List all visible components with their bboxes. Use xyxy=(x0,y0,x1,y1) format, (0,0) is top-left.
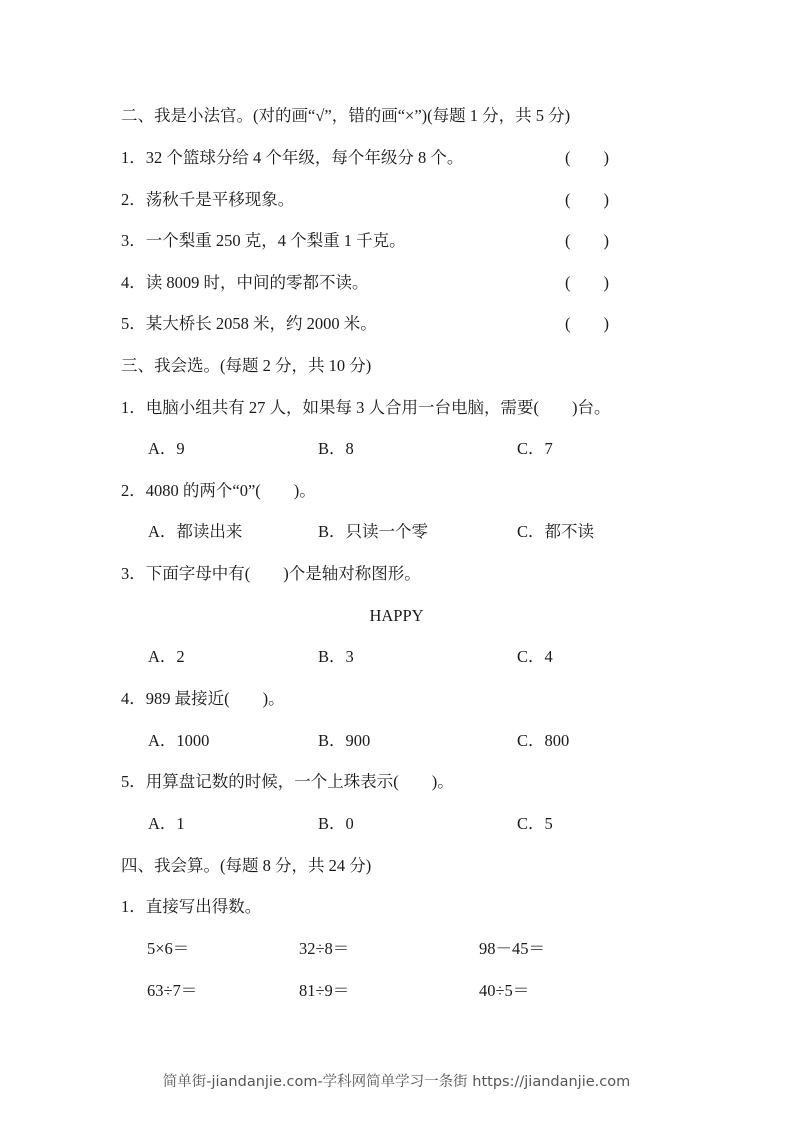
calc-problem: 98－45＝ xyxy=(479,939,545,958)
section-4-heading: 四、我会算。(每题 8 分，共 24 分) xyxy=(121,856,372,875)
choice-question-2: 2．4080 的两个“0”( )。 xyxy=(121,481,316,500)
calc-problem: 63÷7＝ xyxy=(147,981,198,1000)
q5-option-c[interactable]: C．5 xyxy=(517,814,553,833)
q2-option-b[interactable]: B．只读一个零 xyxy=(318,522,429,541)
calc-problem: 40÷5＝ xyxy=(479,981,530,1000)
judge-question-2: 2．荡秋千是平移现象。 xyxy=(121,190,295,209)
q5-option-a[interactable]: A．1 xyxy=(148,814,185,833)
choice-question-1: 1．电脑小组共有 27 人，如果每 3 人合用一台电脑，需要( )台。 xyxy=(121,398,611,417)
choice-question-3: 3．下面字母中有( )个是轴对称图形。 xyxy=(121,564,421,583)
answer-box-4[interactable]: ( ) xyxy=(565,273,609,292)
judge-question-3: 3．一个梨重 250 克，4 个梨重 1 千克。 xyxy=(121,231,406,250)
q4-option-c[interactable]: C．800 xyxy=(517,731,570,750)
calc-problem: 81÷9＝ xyxy=(299,981,350,1000)
q4-option-b[interactable]: B．900 xyxy=(318,731,371,750)
answer-box-3[interactable]: ( ) xyxy=(565,231,609,250)
section-3-heading: 三、我会选。(每题 2 分，共 10 分) xyxy=(121,356,372,375)
choice-question-5: 5．用算盘记数的时候，一个上珠表示( )。 xyxy=(121,772,454,791)
calc-problem: 32÷8＝ xyxy=(299,939,350,958)
section-2-heading: 二、我是小法官。(对的画“√”，错的画“×”)(每题 1 分，共 5 分) xyxy=(121,106,571,125)
footer-watermark: 简单街-jiandanjie.com-学科网简单学习一条街 https://jiandanjie.com xyxy=(162,1074,631,1090)
q2-option-a[interactable]: A．都读出来 xyxy=(148,522,243,541)
q1-option-a[interactable]: A．9 xyxy=(148,439,185,458)
answer-box-5[interactable]: ( ) xyxy=(565,314,609,333)
q5-option-b[interactable]: B．0 xyxy=(318,814,354,833)
happy-letters-figure: HAPPY xyxy=(369,606,424,625)
q1-option-b[interactable]: B．8 xyxy=(318,439,354,458)
answer-box-1[interactable]: ( ) xyxy=(565,148,609,167)
answer-box-2[interactable]: ( ) xyxy=(565,190,609,209)
q3-option-b[interactable]: B．3 xyxy=(318,647,354,666)
q4-option-a[interactable]: A．1000 xyxy=(148,731,210,750)
q3-option-a[interactable]: A．2 xyxy=(148,647,185,666)
q2-option-c[interactable]: C．都不读 xyxy=(517,522,595,541)
choice-question-4: 4．989 最接近( )。 xyxy=(121,689,285,708)
calc-problem: 5×6＝ xyxy=(147,939,190,958)
judge-question-1: 1．32 个篮球分给 4 个年级，每个年级分 8 个。 xyxy=(121,148,464,167)
judge-question-5: 5．某大桥长 2058 米，约 2000 米。 xyxy=(121,314,377,333)
q1-option-c[interactable]: C．7 xyxy=(517,439,553,458)
q3-option-c[interactable]: C．4 xyxy=(517,647,553,666)
judge-question-4: 4．读 8009 时，中间的零都不读。 xyxy=(121,273,369,292)
calc-subquestion-1: 1．直接写出得数。 xyxy=(121,897,262,916)
